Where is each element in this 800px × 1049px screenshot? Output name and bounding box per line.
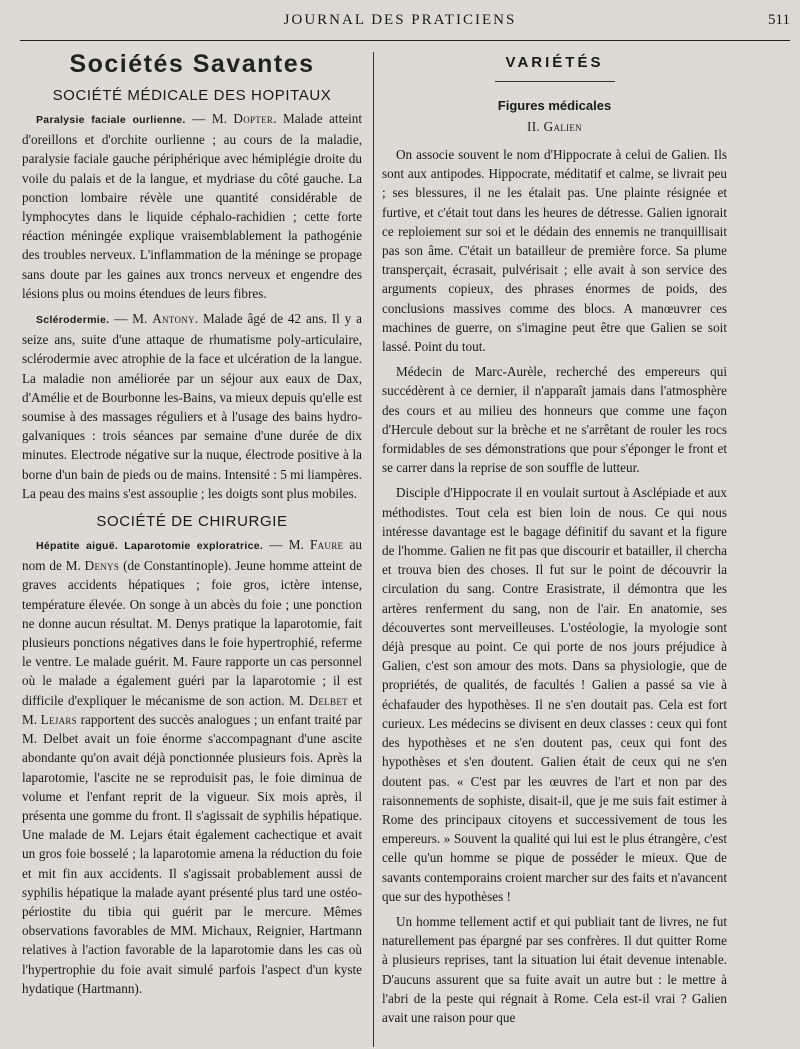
society-title-chirurgie: SOCIÉTÉ DE CHIRURGIE: [96, 513, 288, 531]
article-rubric: Paralysie faciale ourlienne.: [36, 114, 186, 126]
figures-title: Figures médicales: [497, 98, 612, 113]
author-name: Lejars: [40, 711, 77, 727]
author-name: Delbet: [308, 692, 348, 708]
article-text: rapportent des succès analogues ; un enfant traité par M. Delbet avait un foie énorme s'accompagnant d'une ascite abondante qu'on avait déjà ponctionnée plusieurs fois. Après la laparotomie, l'ascite ne se reproduisit pas, le foie diminua de volume et l'enfant reprit de la vigueur. Six mois après, il présenta une gomme du front. Il s'agissait de syphilis hépatique. Une malade de M. Lejars était également cachectique et avait un gros foie bosselé ; la laparotomie amena la réduction du foie et mit fin aux accidents. Il s'agissait probablement aussi de syphilis hépatique la malade ayant présenté plus tard une ostéo-périostite du tibia qui guérit par le mercure. Mêmes observations favorables de MM. Michaux, Reignier, Hartmann relatives à l'action favorable de la laparotomie dans les cas où l'hypertrophie du foie avait simulé parfois l'aspect d'un kyste hydatique (Hartmann).: [22, 711, 362, 996]
page-number: 511: [768, 12, 790, 28]
dash: — M.: [263, 537, 310, 553]
galien-paragraph-2: Médecin de Marc-Aurèle, recherché des empereurs qui succédèrent à ce dernier, il n'apparaît jamais dans l'atmosphère des cours et au milieu des honneurs que comme une façon d'Hercule debout sur la brèche et ne s'arrêtant de rouler les rocs formidables de ses démonstrations que pour s'éponger le front et se carrer dans la reprise de son souffle de lutteur.: [382, 364, 727, 476]
article-rubric: Hépatite aiguë. Laparotomie exploratrice.: [36, 540, 264, 553]
header-rule: [20, 40, 790, 41]
column-divider: [373, 52, 374, 1047]
galien-paragraph-1: On associe souvent le nom d'Hippocrate à celui de Galien. Ils sont aux antipodes. Hippocrate, méditatif et calme, se livrait peu ; ses blessures, il ne les étalait pas. Une plainte résignée et furtive, et c'était tout dans les heures de détresse. Galien ignorait ce reploiement sur soi et le dédain des ennemis ne tranquillisait pas son âme. C'était un batailleur de première force. Sa plume transperçait, écrasait, pulvérisait ; elle avait à son service des arguments copieux, des phrases énormes de poids, des conclusions massives comme des blocs. A manœuvrer ces machines de guerre, on s'imagine peut être que Galien se soit lassé. Point du tout.: [382, 147, 727, 355]
journal-title: JOURNAL DES PRATICIENS: [283, 12, 517, 28]
galien-paragraph-4: Un homme tellement actif et qui publiait tant de livres, ne fut naturellement pas épargné par ses confrères. Il dut quitter Rome à plusieurs reprises, tant la situation lui était devenue intenable. D'aucuns assurent que sa fuite avait un autre but : le mettre à l'abri de la peste qui régnait à Rome. Cela est-il vrai ? Galien avait une raison pour que: [382, 913, 727, 1025]
article-sclerodermie: [22, 309, 362, 503]
dash: — M.: [185, 111, 234, 126]
article-text: . Malade âgé de 42 ans. Il y a seize ans, suite d'une attaque de rhumatisme poly-articulaire, sclérodermie avec atrophie de la face et ulcération de la langue. La maladie non améliorée par un séjour aux eaux de Dax, d'Amélie et de Bourbonne les-Bains, va mieux depuis qu'elle est soumise à des massages réguliers et à l'usage des bains hydro-galvaniques : trois séances par semaine d'une durée de dix minutes. Electrode négative sur la nuque, électrode positive à la borne d'un bain de pieds ou de mains. Intensité : 5 mi liampères. La peau des mains s'est assouplie ; les doigts sont plus mobiles.: [22, 311, 362, 501]
left-column: [22, 50, 362, 998]
section-title: Sociétés Savantes: [69, 50, 315, 78]
article-rubric: Sclérodermie.: [36, 314, 110, 327]
figures-subtitle: II. Galien: [527, 119, 582, 134]
article-text: . Malade atteint d'oreillons et d'orchite ourlienne ; au cours de la maladie, paralysie faciale gauche périphérique avec hémiplégie droite du voile du palais et de la langue, et mydriase du côté gauche. La ponction lombaire révèle une quantité considérable de lymphocytes dans le liquide céphalo-rachidien ; cette forte réaction méningée explique vraisemblablement la pathogénie des troubles nerveux. L'inflammation de la méninge se propage sans doute par les gaines aux troncs nerveux et engendre des lésions plus ou moins étendues de leurs fibres.: [22, 111, 363, 301]
author-name: Denys: [84, 558, 120, 574]
article-text: au nom de M.: [22, 537, 363, 574]
author-name: Dopter: [233, 111, 274, 126]
varietes-title: VARIÉTÉS: [505, 54, 604, 71]
author-name: Faure: [309, 537, 344, 553]
article-text: (de Constantinople). Jeune homme atteint de graves accidents hépatiques ; foie gros, ictère intense, température élevée. On songe à un abcès du foie ; une ponction ne donne aucun résultat. M. Denys pratique la laparotomie, fait plusieurs ponctions négatives dans le foie hypertrophié, referme le ventre. Le malade guérit. M. Faure rapporte un cas personnel où le malade a également guéri par la laparotomie ; il est difficile d'expliquer le mécanisme de son action. M.: [22, 558, 362, 708]
right-column: [382, 50, 727, 1027]
article-text: et M.: [22, 692, 362, 727]
article-paralysie: [22, 109, 362, 303]
varietes-rule: [495, 81, 615, 82]
article-hepatite: [22, 535, 362, 998]
dash: — M.: [109, 311, 153, 327]
author-name: Antony: [152, 311, 195, 327]
galien-paragraph-3: Disciple d'Hippocrate il en voulait surtout à Asclépiade et aux méthodistes. Tout cela est bien loin de nous. Ce qui nous intéresse davantage est le bagage définitif du savant et la figure de l'homme. Galien ne fit pas que discourir et batailler, il chercha et trouva bien des choses. Il fut sur le point de découvrir la circulation du sang. Contre Erasistrate, il démontra que les artères renferment du sang, non de l'air. En anatomie, ses découvertes sont merveilleuses. L'ostéologie, la myologie sont déjà presque au point. Ce qui porte de nos jours préjudice à Galien, c'est son amour des mots. Dans sa physiologie, que de propriétés, de qualités, de facultés ! Galien a passé sa vie à échafauder des hypothèses. Il ne s'en doutait pas. Cela est fort curieux. Les médecins se divisent en deux classes : ceux qui font des hypothèses et ne s'en doutent pas, ceux qui font des hypothèses et s'en doutent. Galien était de ceux qui ne s'en doutent pas. « C'est par les œuvres de l'art et non par des raisonnements de sophiste, disait-il, que je me suis fait estimer à Rome des principaux citoyens et successivement de tous les empereurs. » Souvent la qualité qui lui est le plus étrangère, c'est celle qu'un homme se pique de posséder le mieux. Que de savants contemporains croient marcher sur des faits et n'avancent que sur des hypothèses !: [382, 485, 727, 904]
society-title-hopitaux: SOCIÉTÉ MÉDICALE DES HOPITAUX: [52, 87, 332, 104]
running-head: [0, 12, 800, 36]
